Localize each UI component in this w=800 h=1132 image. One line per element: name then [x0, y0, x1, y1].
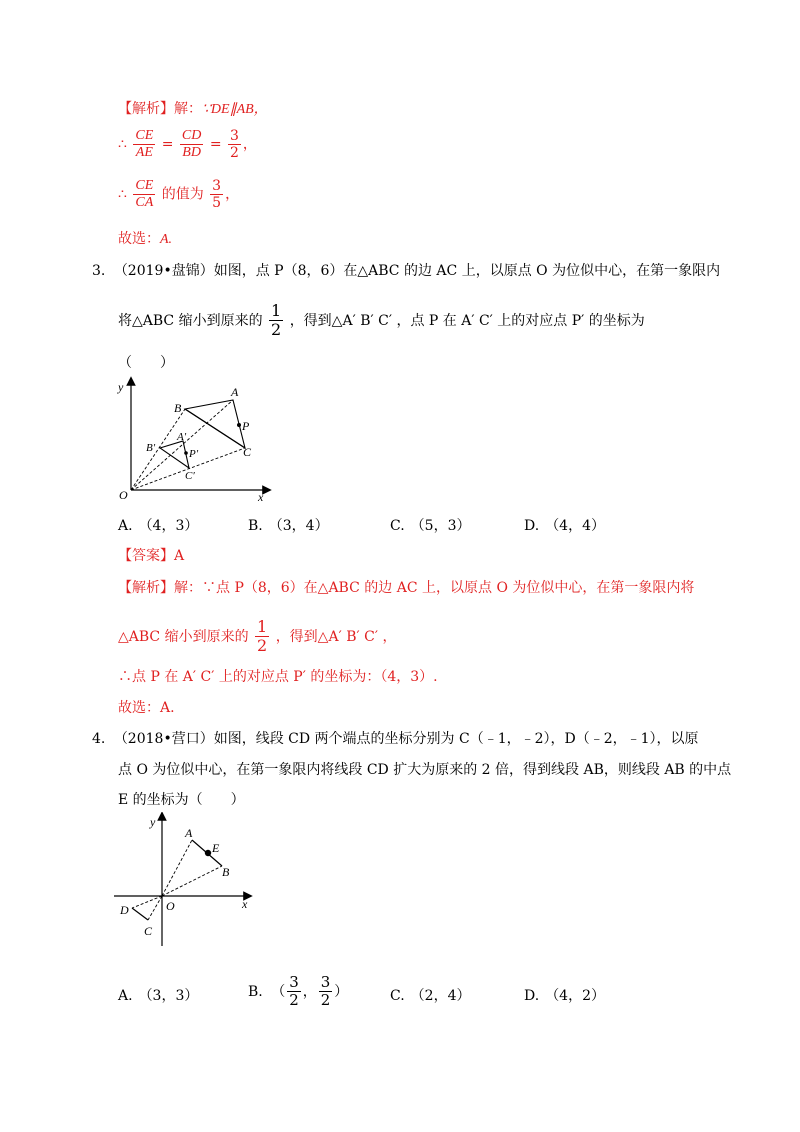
q4-option-d[interactable]: D. （4，2）	[524, 988, 606, 1004]
q3-option-a[interactable]: A. （4，3）	[118, 518, 199, 534]
q3-figure	[115, 375, 280, 503]
svg-text:P′: P′	[189, 448, 199, 460]
fraction-3-2: $\frac{3}{2}$	[230, 128, 239, 162]
q3-number: 3.	[92, 263, 106, 279]
q3-line1: 3. （2019•盘锦）如图，点 P（8，6）在△ABC 的边 AC 上，以原点 O 为位似中心，在第一象限内	[92, 263, 721, 279]
svg-text:A: A	[185, 826, 193, 840]
q3-answer: 【答案】A	[118, 548, 185, 564]
triangle-a2b2c2	[160, 441, 189, 468]
q3-option-b[interactable]: B. （3，4）	[248, 518, 329, 534]
svg-text:C: C	[243, 445, 252, 459]
svg-text:y: y	[150, 815, 156, 829]
sol2-fraction-line: ∴ $\frac{CE}{AE}$ = $\frac{CD}{BD}$ = $\frac{3}{2}$ ，	[118, 128, 257, 162]
segment-cd	[132, 908, 148, 920]
svg-text:x: x	[242, 897, 248, 911]
q4-line3: E 的坐标为（ ）	[118, 792, 245, 808]
fraction-1-2: $\frac{1}{2}$	[271, 301, 282, 340]
point-p	[237, 423, 241, 427]
analysis-label: 【解析】	[118, 101, 174, 117]
q4-option-a[interactable]: A. （3，3）	[118, 988, 199, 1004]
q3-sol-line1: 【解析】解：∵点 P（8，6）在△ABC 的边 AC 上，以原点 O 为位似中心，在第一象限内将	[118, 580, 695, 596]
svg-text:D: D	[120, 903, 129, 917]
q3-sol-line2: △ABC 缩小到原来的 $\frac{1}{2}$ ，得到△A′ B′ C′ ，	[118, 617, 397, 656]
fraction-3-5: $\frac{3}{5}$	[212, 178, 222, 212]
q3-choice: 故选：A.	[118, 700, 175, 716]
svg-text:E: E	[212, 841, 220, 855]
sol2-line1: 【解析】解：∵DE∥AB，	[118, 101, 268, 117]
svg-text:x: x	[258, 490, 264, 503]
q3-option-c[interactable]: C. （5，3）	[390, 518, 471, 534]
q3-blank: （ ）	[118, 355, 174, 371]
sol2-choice: 故选：A.	[118, 231, 173, 247]
svg-text:O: O	[119, 488, 128, 502]
q4-option-b[interactable]: B. （ $\frac{3}{2}$ ， $\frac{3}{2}$ ）	[248, 973, 349, 1010]
fraction-cd-bd: $\frac{CD}{BD}$	[181, 128, 202, 161]
q4-line2: 点 O 为位似中心，在第一象限内将线段 CD 扩大为原来的 2 倍，得到线段 AB，则线段 AB 的中点	[118, 762, 732, 778]
svg-text:B′: B′	[146, 442, 156, 454]
point-p2	[184, 451, 188, 455]
svg-text:O: O	[166, 899, 175, 913]
svg-text:C: C	[144, 924, 153, 938]
svg-text:B: B	[174, 401, 182, 415]
fraction-1-2-sol: $\frac{1}{2}$	[257, 617, 268, 656]
fraction-ce-ca: $\frac{CE}{CA}$	[135, 178, 154, 211]
svg-text:y: y	[118, 380, 124, 394]
q4-option-c[interactable]: C. （2，4）	[390, 988, 471, 1004]
q3-line2: 将△ABC 缩小到原来的 $\frac{1}{2}$ ，得到△A′ B′ C′ ，点 P 在 A′ C′ 上的对应点 P′ 的坐标为	[118, 301, 645, 340]
svg-text:C′: C′	[185, 470, 195, 482]
fraction-ce-ae: $\frac{CE}{AE}$	[135, 128, 154, 161]
q3-option-d[interactable]: D. （4，4）	[524, 518, 606, 534]
svg-text:A′: A′	[177, 431, 187, 443]
svg-text:A: A	[231, 385, 239, 399]
q4-figure	[112, 812, 257, 950]
sol2-value-line: ∴ $\frac{CE}{CA}$ 的值为 $\frac{3}{5}$ ，	[118, 178, 240, 212]
svg-text:B: B	[222, 865, 230, 879]
svg-text:P: P	[242, 419, 250, 433]
q4-line1: 4. （2018•营口）如图，线段 CD 两个端点的坐标分别为 C（﹣1，﹣2），D（﹣2，﹣1），以原	[92, 731, 699, 747]
q4-number: 4.	[92, 731, 106, 747]
q3-sol-line3: ∴点 P 在 A′ C′ 上的对应点 P′ 的坐标为：（4，3）.	[118, 669, 438, 685]
triangle-abc	[185, 400, 245, 448]
point-e	[205, 850, 211, 856]
